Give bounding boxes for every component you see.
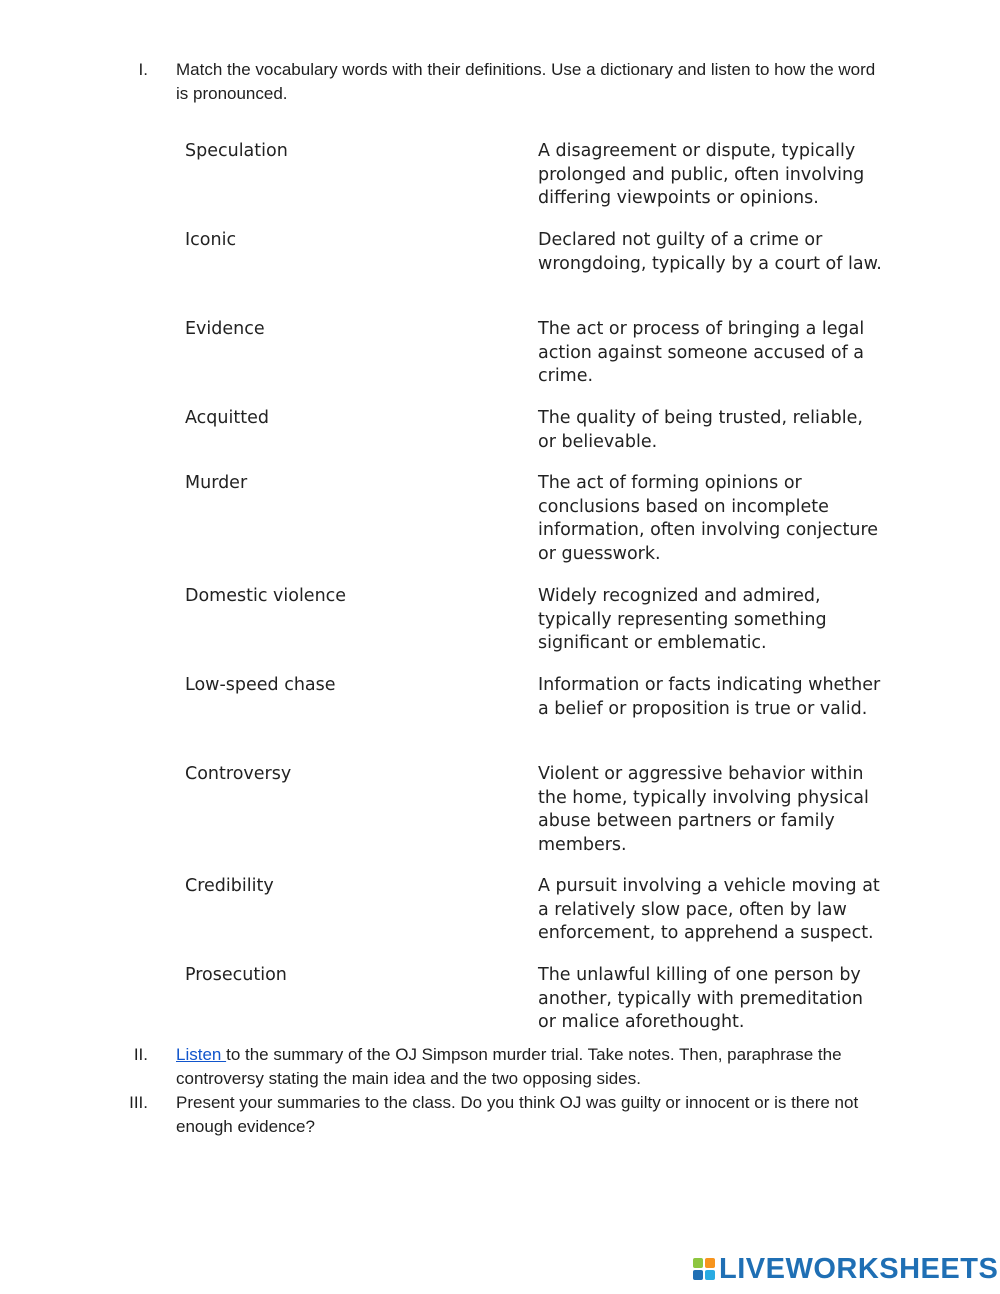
vocab-word: Prosecution (185, 965, 287, 985)
instruction-numeral: I. (138, 60, 148, 79)
vocab-definition: Information or facts indicating whether a belief or proposition is true or valid. (538, 675, 881, 719)
vocab-definition: The act of forming opinions or conclusions based on incomplete information, often involving conjecture or guesswork. (538, 473, 879, 564)
vocab-word: Speculation (185, 141, 288, 161)
logo-text: LIVEWORKSHEETS (719, 1253, 999, 1285)
listen-link[interactable]: Listen (176, 1045, 227, 1064)
vocab-definition: Widely recognized and admired, typically representing something significant or emblematic. (538, 586, 827, 653)
vocab-word: Controversy (185, 764, 292, 784)
instruction-text-body: to the summary of the OJ Simpson murder trial. Take notes. Then, paraphrase the controversy stating the main idea and the two opposing sides. (176, 1045, 842, 1088)
vocab-definition: Declared not guilty of a crime or wrongdoing, typically by a court of law. (538, 230, 882, 274)
liveworksheets-logo (692, 1254, 998, 1284)
vocab-definition: The unlawful killing of one person by another, typically with premeditation or malice aforethought. (538, 965, 864, 1032)
vocab-definition: Violent or aggressive behavior within the home, typically involving physical abuse between partners or family members. (538, 764, 869, 855)
vocab-definition: The act or process of bringing a legal action against someone accused of a crime. (538, 319, 865, 386)
liveworksheets-logo-icon (692, 1257, 716, 1281)
vocab-word: Acquitted (185, 408, 269, 428)
instruction-text: Present your summaries to the class. Do you think OJ was guilty or innocent or is there not enough evidence? (176, 1093, 859, 1136)
vocab-word: Evidence (185, 319, 265, 339)
instruction-numeral: III. (129, 1093, 148, 1112)
vocab-definition: A pursuit involving a vehicle moving at a relatively slow pace, often by law enforcement, to apprehend a suspect. (538, 876, 880, 943)
instruction-text (176, 1043, 888, 1091)
instruction-numeral: II. (133, 1045, 148, 1064)
instruction-text: Match the vocabulary words with their definitions. Use a dictionary and listen to how the word is pronounced. (176, 60, 876, 103)
vocab-word: Credibility (185, 876, 274, 896)
vocab-word: Murder (185, 473, 248, 493)
vocab-word: Low-speed chase (185, 675, 336, 695)
vocab-definition: A disagreement or dispute, typically prolonged and public, often involving differing viewpoints or opinions. (538, 141, 865, 208)
vocab-word: Iconic (185, 230, 237, 250)
vocab-word: Domestic violence (185, 586, 347, 606)
vocab-definition: The quality of being trusted, reliable, or believable. (538, 408, 863, 452)
